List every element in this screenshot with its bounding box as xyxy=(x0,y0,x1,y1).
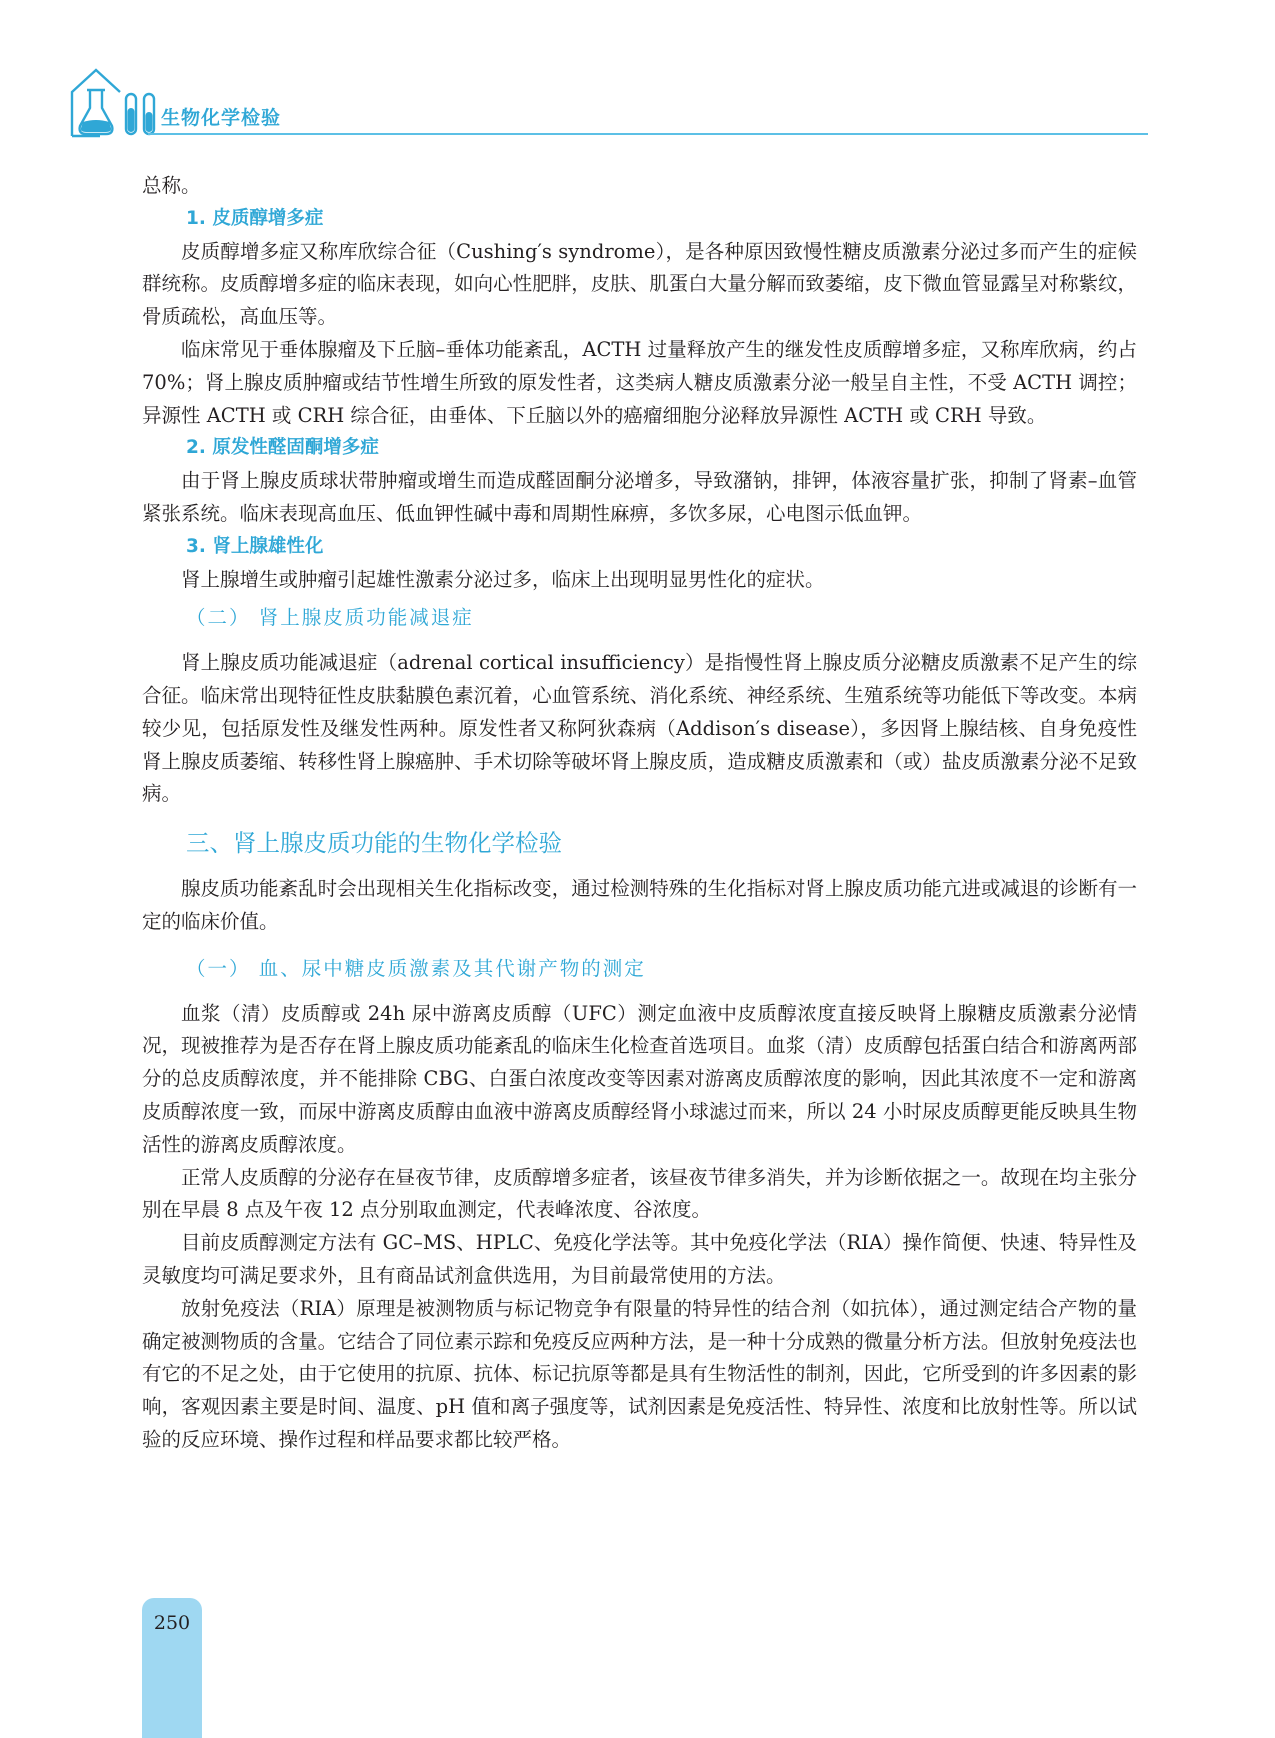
page-body xyxy=(142,170,1137,1457)
paragraph-continuation: 总称。 xyxy=(142,174,201,197)
section-heading-adrenal-insufficiency: （二） 肾上腺皮质功能减退症 xyxy=(186,606,474,630)
section-heading-glucocorticoid-measurement: （一） 血、尿中糖皮质激素及其代谢产物的测定 xyxy=(186,956,646,980)
paragraph: 肾上腺皮质功能减退症（adrenal cortical insufficiency）是指慢性肾上腺皮质分泌糖皮质激素不足产生的综合征。临床常出现特征性皮肤黏膜色素沉着，心血管系统、消化系统、神经系统、生殖系统等功能低下等改变。本病较少见，包括原发性及继发性两种。原发性者又称阿狄森病（Addison′s disease），多因肾上腺结核、自身免疫性肾上腺皮质萎缩、转移性肾上腺癌肿、手术切除等破坏肾上腺皮质，造成糖皮质激素和（或）盐皮质激素分泌不足致病。 xyxy=(142,651,1137,806)
paragraph: 放射免疫法（RIA）原理是被测物质与标记物竞争有限量的特异性的结合剂（如抗体），通过测定结合产物的量确定被测物质的含量。它结合了同位素示踪和免疫反应两种方法，是一种十分成熟的微量分析方法。但放射免疫法也有它的不足之处，由于它使用的抗原、抗体、标记抗原等都是具有生物活性的制剂，因此，它所受到的许多因素的影响，客观因素主要是时间、温度、pH 值和离子强度等，试剂因素是免疫活性、特异性、浓度和比放射性等。所以试验的反应环境、操作过程和样品要求都比较严格。 xyxy=(142,1296,1137,1451)
paragraph: 临床常见于垂体腺瘤及下丘脑–垂体功能紊乱，ACTH 过量释放产生的继发性皮质醇增多症，又称库欣病，约占 70%；肾上腺皮质肿瘤或结节性增生所致的原发性者，这类病人糖皮质激素分泌一般呈自主性，不受 ACTH 调控；异源性 ACTH 或 CRH 综合征，由垂体、下丘脑以外的癌瘤细胞分泌释放异源性 ACTH 或 CRH 导致。 xyxy=(142,337,1137,427)
paragraph: 正常人皮质醇的分泌存在昼夜节律，皮质醇增多症者，该昼夜节律多消失，并为诊断依据之一。故现在均主张分别在早晨 8 点及午夜 12 点分别取血测定，代表峰浓度、谷浓度。 xyxy=(142,1165,1137,1222)
header-divider xyxy=(148,133,1148,135)
paragraph: 血浆（清）皮质醇或 24h 尿中游离皮质醇（UFC）测定血液中皮质醇浓度直接反映肾上腺糖皮质激素分泌情况，现被推荐为是否存在肾上腺皮质功能紊乱的临床生化检查首选项目。血浆（清）皮质醇包括蛋白结合和游离两部分的总皮质醇浓度，并不能排除 CBG、白蛋白浓度改变等因素对游离皮质醇浓度的影响，因此其浓度不一定和游离皮质醇浓度一致，而尿中游离皮质醇由血液中游离皮质醇经肾小球滤过而来，所以 24 小时尿皮质醇更能反映具生物活性的游离皮质醇浓度。 xyxy=(142,1001,1137,1156)
paragraph: 由于肾上腺皮质球状带肿瘤或增生而造成醛固酮分泌增多，导致潴钠，排钾，体液容量扩张，抑制了肾素–血管紧张系统。临床表现高血压、低血钾性碱中毒和周期性麻痹，多饮多尿，心电图示低血钾。 xyxy=(142,469,1137,525)
header-title: 生物化学检验 xyxy=(161,107,282,129)
page-number: 250 xyxy=(153,1612,191,1634)
page-header xyxy=(60,58,1140,138)
chapter-section-heading: 三、肾上腺皮质功能的生物化学检验 xyxy=(186,829,562,858)
subheading-adrenal-virilism: 3. 肾上腺雄性化 xyxy=(186,535,324,557)
subheading-hypercortisolism: 1. 皮质醇增多症 xyxy=(186,207,324,229)
paragraph: 皮质醇增多症又称库欣综合征（Cushing′s syndrome），是各种原因致慢性糖皮质激素分泌过多而产生的症候群统称。皮质醇增多症的临床表现，如向心性肥胖，皮肤、肌蛋白大量分解而致萎缩，皮下微血管显露呈对称紫纹，骨质疏松，高血压等。 xyxy=(142,239,1137,329)
subheading-primary-aldosteronism: 2. 原发性醛固酮增多症 xyxy=(186,437,379,459)
paragraph: 目前皮质醇测定方法有 GC–MS、HPLC、免疫化学法等。其中免疫化学法（RIA）操作简便、快速、特异性及灵敏度均可满足要求外，且有商品试剂盒供选用，为目前最常使用的方法。 xyxy=(142,1231,1137,1287)
paragraph: 肾上腺增生或肿瘤引起雄性激素分泌过多，临床上出现明显男性化的症状。 xyxy=(181,567,825,591)
paragraph: 腺皮质功能紊乱时会出现相关生化指标改变，通过检测特殊的生化指标对肾上腺皮质功能亢进或减退的诊断有一定的临床价值。 xyxy=(142,877,1137,933)
